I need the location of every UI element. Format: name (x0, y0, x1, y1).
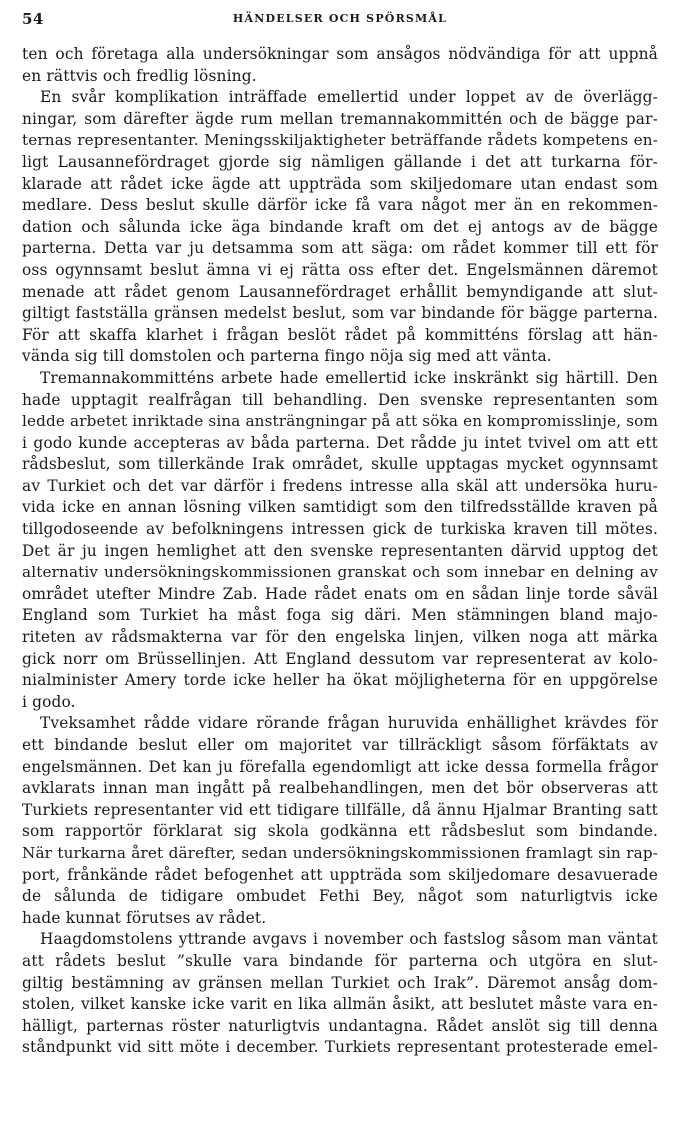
text-line: av Turkiet och det var därför i fredens intresse alla skäl att undersöka huru- (22, 476, 658, 495)
text-line: ternas representanter. Meningsskiljaktigheter beträffande rådets kompetens en- (22, 131, 658, 150)
text-line: dation och sålunda icke äga bindande kraft om det ej antogs av de bägge (22, 217, 658, 236)
text-line: Haagdomstolens yttrande avgavs i november och fastslog såsom man väntat (40, 930, 658, 949)
text-line: giltig bestämning av gränsen mellan Turkiet och Irak”. Däremot ansåg dom- (22, 973, 658, 992)
text-line: nialminister Amery torde icke heller ha ökat möjligheterna för en uppgörelse (22, 671, 658, 690)
text-line: vida icke en annan lösning vilken samtidigt som den tilfredsställde kraven på (22, 498, 658, 517)
text-line: stolen, vilket kanske icke varit en lika allmän åsikt, att beslutet måste vara en- (22, 995, 658, 1014)
text-line: Tremannakommitténs arbete hade emellertid icke inskränkt sig härtill. Den (40, 368, 658, 387)
text-line: ten och företaga alla undersökningar som ansågos nödvändiga för att uppnå (22, 45, 658, 63)
text-line: ståndpunkt vid sitt möte i december. Turkiets representant protesterade emel- (22, 1038, 658, 1057)
text-line: parterna. Detta var ju detsamma som att säga: om rådet kommer till ett för (22, 239, 658, 258)
text-line: För att skaffa klarhet i frågan beslöt rådet på kommitténs förslag att hän- (22, 325, 658, 344)
text-line: Tveksamhet rådde vidare rörande frågan huruvida enhällighet krävdes för (40, 714, 658, 733)
text-line: en rättvis och fredlig lösning. (22, 66, 257, 85)
text-line: i godo. (22, 692, 76, 711)
text-line: engelsmännen. Det kan ju förefalla egendomligt att icke dessa formella frågor (22, 757, 658, 776)
text-line: riteten av rådsmakterna var för den engelska linjen, vilken noga att märka (22, 628, 658, 647)
text-line: gick norr om Brüssellinjen. Att England dessutom var representerat av kolo- (22, 649, 658, 668)
body-text (22, 44, 658, 1059)
text-line: ledde arbetet inriktade sina ansträngningar på att söka en kompromisslinje, som (22, 412, 658, 431)
text-line: rådsbeslut, som tillerkände Irak området, skulle upptagas mycket ogynnsamt (22, 455, 658, 474)
text-line: hälligt, parternas röster naturligtvis undantagna. Rådet anslöt sig till denna (22, 1016, 658, 1035)
text-line: medlare. Dess beslut skulle därför icke få vara något mer än en rekommen- (22, 196, 658, 215)
text-line: menade att rådet genom Lausannefördraget erhållit bemyndigande att slut- (22, 282, 658, 301)
text-line: vända sig till domstolen och parterna fingo nöja sig med att vänta. (22, 347, 552, 366)
text-line: oss ogynnsamt beslut ämna vi ej rätta oss efter det. Engelsmännen däremot (22, 260, 658, 279)
page-header (22, 10, 658, 30)
text-line: ningar, som därefter ägde rum mellan tremannakommittén och de bägge par- (22, 109, 658, 128)
text-line: de sålunda de tidigare ombudet Fethi Bey, något som naturligtvis icke (22, 887, 658, 906)
text-line: tillgodoseende av befolkningens intressen gick de turkiska kraven till mötes. (22, 520, 658, 539)
text-line: klarade att rådet icke ägde att uppträda som skiljedomare utan endast som (22, 174, 658, 193)
text-line: alternativ undersökningskommissionen granskat och som innebar en delning av (22, 563, 658, 582)
page-number: 54 (22, 10, 44, 28)
text-line: England som Turkiet ha måst foga sig däri. Men stämningen bland majo- (22, 606, 658, 625)
text-line: hade upptagit realfrågan till behandling. Den svenske representanten som (22, 390, 658, 409)
text-line: port, frånkände rådet befogenhet att uppträda som skiljedomare desavuerade (22, 865, 658, 884)
text-line: ligt Lausannefördraget gjorde sig nämligen gällande i det att turkarna för- (22, 152, 658, 171)
text-line: hade kunnat förutses av rådet. (22, 908, 267, 927)
text-line: i godo kunde accepteras av båda parterna. Det rådde ju intet tvivel om att ett (22, 433, 658, 452)
text-line: Det är ju ingen hemlighet att den svenske representanten därvid upptog det (22, 541, 658, 560)
text-line: som rapportör förklarat sig skola godkänna ett rådsbeslut som bindande. (22, 822, 658, 841)
text-line: När turkarna året därefter, sedan undersökningskommissionen framlagt sin rap- (22, 843, 658, 862)
text-line: ett bindande beslut eller om majoritet var tillräckligt såsom förfäktats av (22, 736, 658, 754)
text-line: att rådets beslut ”skulle vara bindande för parterna och utgöra en slut- (22, 951, 658, 970)
text-line: giltigt fastställa gränsen medelst beslut, som var bindande för bägge parterna. (22, 304, 658, 323)
text-line: En svår komplikation inträffade emellertid under loppet av de överlägg- (40, 88, 658, 107)
text-line: Turkiets representanter vid ett tidigare tillfälle, då ännu Hjalmar Branting satt (22, 800, 658, 819)
text-line: området utefter Mindre Zab. Hade rådet enats om en sådan linje torde såväl (22, 584, 658, 603)
text-line: avklarats innan man ingått på realbehandlingen, men det bör observeras att (22, 779, 658, 798)
running-head: HÄNDELSER OCH SPÖRSMÅL (232, 12, 448, 25)
